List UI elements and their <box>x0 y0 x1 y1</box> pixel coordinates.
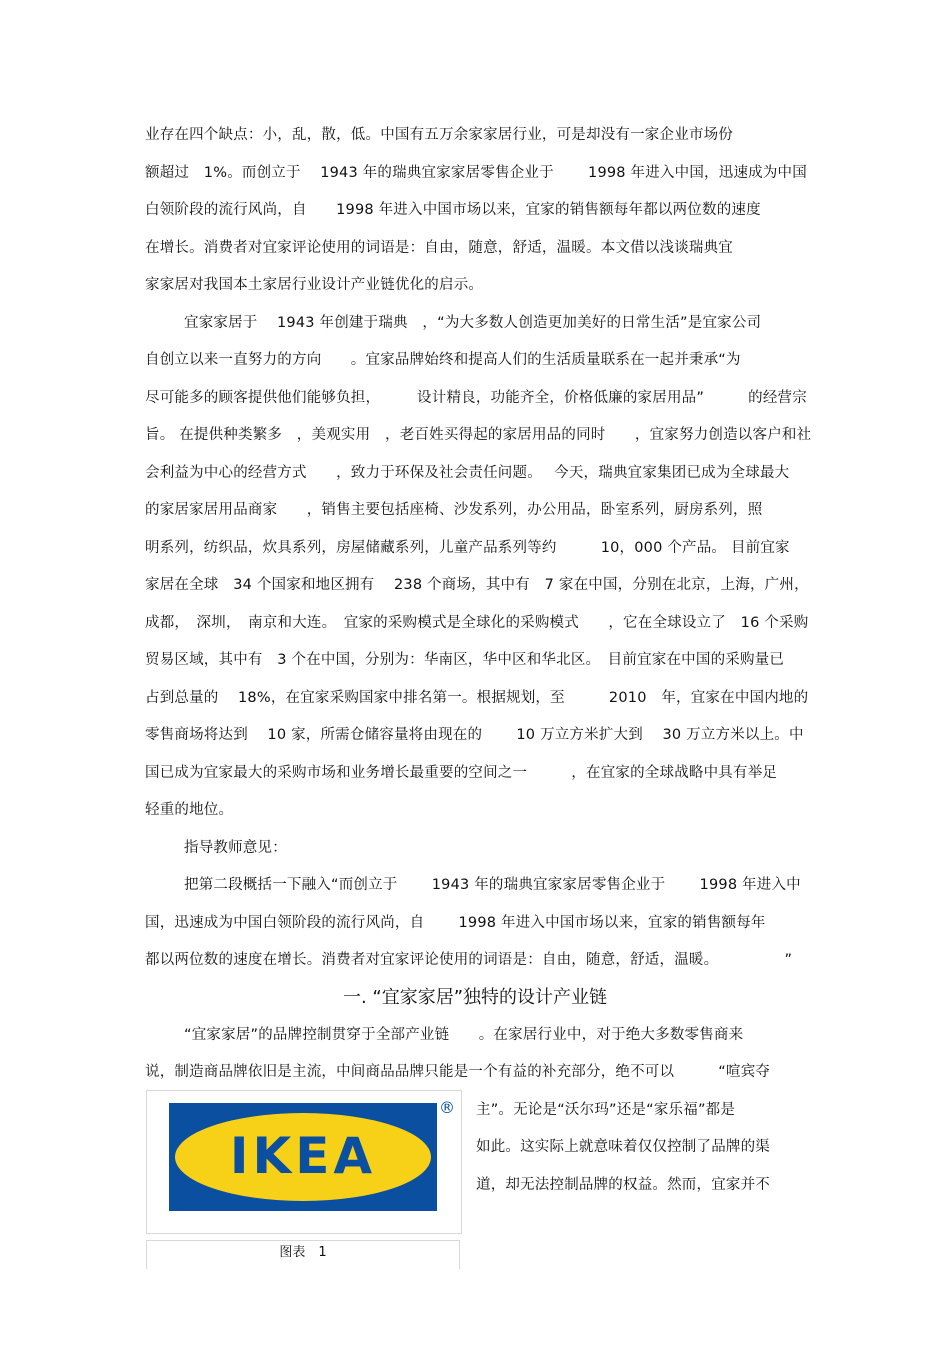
text-line: 贸易区域，其中有 3 个在中国，分别为：华南区，华中区和华北区。 目前宜家在中国的采购量已 <box>145 652 785 668</box>
text-line: 成都， 深圳， 南京和大连。 宜家的采购模式是全球化的采购模式 ，它在全球设立了 16 个采购 <box>145 615 809 631</box>
advisor-comment-line: 把第二段概括一下融入“而创立于 1943 年的瑞典宜家家居零售企业于 1998 年进入中 <box>184 877 801 893</box>
ikea-logo <box>169 1103 437 1211</box>
text-line: 白领阶段的流行风尚，自 1998 年进入中国市场以来，宜家的销售额每年都以两位数的速度 <box>145 202 761 218</box>
text-line: 自创立以来一直努力的方向 。宜家品牌始终和提高人们的生活质量联系在一起并秉承“为 <box>145 352 741 368</box>
text-line: 会利益为中心的经营方式 ，致力于环保及社会责任问题。 今天，瑞典宜家集团已成为全球最大 <box>145 465 790 481</box>
figure-caption: 图表 1 <box>279 1245 327 1260</box>
text-line: 零售商场将达到 10 家，所需仓储容量将由现在的 10 万立方米扩大到 30 万立方米以上。中 <box>145 727 804 743</box>
text-line: 额超过 1%。而创立于 1943 年的瑞典宜家家居零售企业于 1998 年进入中国，迅速成为中国 <box>145 165 807 181</box>
text-line: 宜家家居于 1943 年创建于瑞典 ，“为大多数人创造更加美好的日常生活”是宜家公司 <box>184 315 762 331</box>
text-line: 明系列，纺织品，炊具系列，房屋储藏系列，儿童产品系列等约 10，000 个产品。 目前宜家 <box>145 540 790 556</box>
text-line: 如此。这实际上就意味着仅仅控制了品牌的渠 <box>476 1139 770 1155</box>
text-line: 说，制造商品牌依旧是主流，中间商品品牌只能是一个有益的补充部分，绝不可以 “喧宾夺 <box>145 1064 771 1080</box>
text-line: 的家居家居用品商家 ，销售主要包括座椅、沙发系列，办公用品，卧室系列，厨房系列，照 <box>145 502 763 518</box>
text-line: 道，却无法控制品牌的权益。然而，宜家并不 <box>476 1177 770 1193</box>
text-line: 主”。无论是“沃尔玛”还是“家乐福”都是 <box>476 1102 736 1118</box>
text-line: 家居在全球 34 个国家和地区拥有 238 个商场，其中有 7 家在中国，分别在北京，上海，广州， <box>145 577 809 593</box>
text-line: 占到总量的 18%，在宜家采购国家中排名第一。根据规划，至 2010 年，宜家在中国内地的 <box>145 690 809 706</box>
text-line: 轻重的地位。 <box>145 802 234 818</box>
text-line: 业存在四个缺点：小，乱，散，低。中国有五万余家家居行业，可是却没有一家企业市场份 <box>145 127 733 143</box>
text-line: 家家居对我国本土家居行业设计产业链优化的启示。 <box>145 277 484 293</box>
figure-caption-box <box>146 1240 460 1269</box>
text-line: 国已成为宜家最大的采购市场和业务增长最重要的空间之一 ，在宜家的全球战略中具有举足 <box>145 765 778 781</box>
advisor-comment-line: 国，迅速成为中国白领阶段的流行风尚，自 1998 年进入中国市场以来，宜家的销售额每年 <box>145 915 766 931</box>
logo-text: IKEA <box>229 1127 377 1185</box>
text-line: 在增长。消费者对宜家评论使用的词语是：自由，随意，舒适，温暖。本文借以浅谈瑞典宜 <box>145 240 733 256</box>
section-heading: 一. “宜家家居”独特的设计产业链 <box>342 987 608 1008</box>
advisor-comment-line: 都以两位数的速度在增长。消费者对宜家评论使用的词语是：自由，随意，舒适，温暖。 ” <box>145 952 793 968</box>
advisor-label: 指导教师意见： <box>184 840 287 856</box>
text-line: 旨。 在提供种类繁多 ，美观实用 ，老百姓买得起的家居用品的同时 ，宜家努力创造以客户和社 <box>145 427 812 443</box>
registered-mark: ® <box>439 1098 455 1117</box>
text-line: 尽可能多的顾客提供他们能够负担， 设计精良，功能齐全，价格低廉的家居用品” 的经营宗 <box>145 390 807 406</box>
text-line: “宜家家居”的品牌控制贯穿于全部产业链 。在家居行业中，对于绝大多数零售商来 <box>184 1027 744 1043</box>
figure-box <box>146 1090 462 1234</box>
